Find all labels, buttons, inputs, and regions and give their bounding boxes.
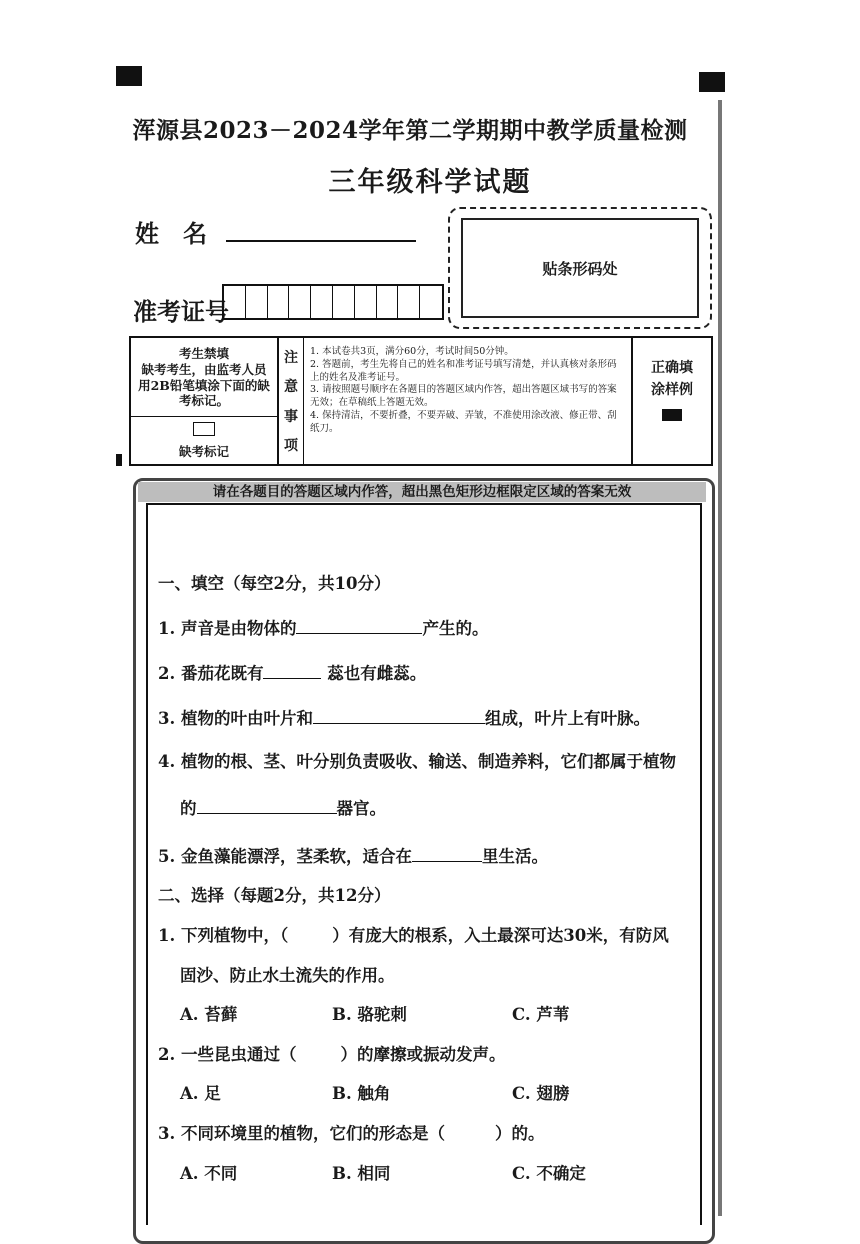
option-a[interactable]: A. 苔藓 bbox=[180, 1005, 238, 1024]
instructions-box bbox=[129, 336, 713, 466]
fill-question-5 bbox=[158, 843, 548, 867]
fill-question-3 bbox=[158, 705, 650, 729]
sample-label: 正确填涂样例 bbox=[651, 360, 693, 398]
answer-blank[interactable] bbox=[263, 662, 321, 679]
fill-question-4: 4. 植物的根、茎、叶分别负责吸收、输送、制造养料，它们都属于植物 bbox=[158, 752, 676, 771]
registration-mark-left bbox=[116, 66, 142, 86]
id-digit-box[interactable] bbox=[268, 286, 290, 318]
question-text: ）的。 bbox=[494, 1124, 545, 1143]
question-text: 1. 声音是由物体的 bbox=[158, 619, 297, 638]
barcode-label: 贴条形码处 bbox=[461, 218, 699, 318]
question-text: 3. 不同环境里的植物，它们的形态是（ bbox=[158, 1124, 445, 1143]
answer-blank[interactable] bbox=[412, 845, 482, 862]
exam-id-boxes[interactable] bbox=[222, 284, 444, 320]
question-text: 2. 一些昆虫通过（ bbox=[158, 1045, 297, 1064]
name-label: 姓 名 bbox=[135, 219, 207, 248]
fill-question-4-cont bbox=[180, 795, 386, 819]
question-text: 5. 金鱼藻能漂浮，茎柔软，适合在 bbox=[158, 847, 412, 866]
question-text: 2. 番茄花既有 bbox=[158, 664, 264, 683]
absent-section bbox=[131, 338, 279, 464]
option-a[interactable]: A. 不同 bbox=[180, 1164, 238, 1183]
id-digit-box[interactable] bbox=[246, 286, 268, 318]
exam-id-label: 准考证号 bbox=[133, 297, 229, 326]
question-text: 组成，叶片上有叶脉。 bbox=[484, 709, 650, 728]
option-a[interactable]: A. 足 bbox=[180, 1084, 221, 1103]
choice-question-3 bbox=[158, 1120, 544, 1144]
section2-heading: 二、选择（每题2分，共12分） bbox=[158, 886, 391, 905]
fill-question-1 bbox=[158, 615, 488, 639]
choice-question-1 bbox=[158, 922, 669, 946]
registration-mark-small bbox=[116, 454, 122, 466]
id-digit-box[interactable] bbox=[333, 286, 355, 318]
id-digit-box[interactable] bbox=[377, 286, 399, 318]
choice-question-1-cont: 固沙、防止水土流失的作用。 bbox=[180, 966, 395, 985]
option-c[interactable]: C. 芦苇 bbox=[512, 1005, 570, 1024]
answer-blank[interactable] bbox=[313, 707, 485, 724]
registration-mark-right bbox=[699, 72, 725, 92]
section1-heading: 一、填空（每空2分，共10分） bbox=[158, 574, 391, 593]
answer-banner: 请在各题目的答题区域内作答，超出黑色矩形边框限定区域的答案无效 bbox=[138, 482, 706, 502]
notice-char: 注 bbox=[284, 349, 298, 366]
id-digit-box[interactable] bbox=[420, 286, 442, 318]
question-text: 产生的。 bbox=[422, 619, 489, 638]
id-digit-box[interactable] bbox=[398, 286, 420, 318]
answer-blank[interactable] bbox=[197, 797, 337, 814]
notice-item: 3. 请按照题号顺序在各题目的答题区域内作答，超出答题区域书写的答案无效；在草稿纸上答题无效。 bbox=[310, 384, 617, 409]
exam-title: 浑源县2023－2024学年第二学期期中教学质量检测 bbox=[132, 117, 688, 144]
absent-text: 缺考考生，由监考人员用2B铅笔填涂下面的缺考标记。 bbox=[138, 362, 270, 409]
absent-divider bbox=[131, 416, 277, 417]
fill-question-2 bbox=[158, 660, 426, 684]
id-digit-box[interactable] bbox=[224, 286, 246, 318]
sample-section bbox=[633, 338, 711, 464]
notice-char: 项 bbox=[284, 438, 298, 455]
choice-question-2 bbox=[158, 1041, 505, 1065]
id-digit-box[interactable] bbox=[289, 286, 311, 318]
notice-char: 事 bbox=[284, 408, 298, 425]
sample-filled-mark bbox=[662, 409, 682, 421]
option-b[interactable]: B. 相同 bbox=[332, 1164, 391, 1183]
absent-mark-label: 缺考标记 bbox=[178, 444, 229, 459]
question-text: 3. 植物的叶由叶片和 bbox=[158, 709, 313, 728]
page-edge bbox=[718, 100, 722, 1216]
question-text: 的 bbox=[180, 799, 197, 818]
id-digit-box[interactable] bbox=[311, 286, 333, 318]
absent-title: 考生禁填 bbox=[178, 346, 229, 361]
notice-label bbox=[279, 338, 304, 464]
question-text: 蕊也有雌蕊。 bbox=[327, 664, 427, 683]
name-field[interactable] bbox=[226, 240, 416, 242]
notice-item: 4. 保持清洁，不要折叠，不要弄破、弄皱，不准使用涂改液、修正带、刮纸刀。 bbox=[310, 410, 617, 434]
notice-item: 1. 本试卷共3页，满分60分，考试时间50分钟。 bbox=[310, 346, 514, 357]
exam-subtitle: 三年级科学试题 bbox=[328, 167, 532, 198]
id-digit-box[interactable] bbox=[355, 286, 377, 318]
question-text: ）有庞大的根系，入土最深可达30米，有防风 bbox=[332, 926, 669, 945]
option-c[interactable]: C. 不确定 bbox=[512, 1164, 586, 1183]
notice-list bbox=[304, 338, 633, 464]
option-b[interactable]: B. 骆驼刺 bbox=[332, 1005, 407, 1024]
option-b[interactable]: B. 触角 bbox=[332, 1084, 391, 1103]
question-text: 器官。 bbox=[336, 799, 386, 818]
answer-blank[interactable] bbox=[296, 617, 422, 634]
question-text: 里生活。 bbox=[481, 847, 548, 866]
question-text: 1. 下列植物中，（ bbox=[158, 926, 289, 945]
option-c[interactable]: C. 翅膀 bbox=[512, 1084, 570, 1103]
notice-char: 意 bbox=[284, 379, 298, 396]
absent-mark-box[interactable] bbox=[193, 422, 215, 436]
question-text: ）的摩擦或振动发声。 bbox=[340, 1045, 506, 1064]
notice-item: 2. 答题前，考生先将自己的姓名和准考证号填写清楚，并认真核对条形码上的姓名及准考证号。 bbox=[310, 358, 617, 383]
